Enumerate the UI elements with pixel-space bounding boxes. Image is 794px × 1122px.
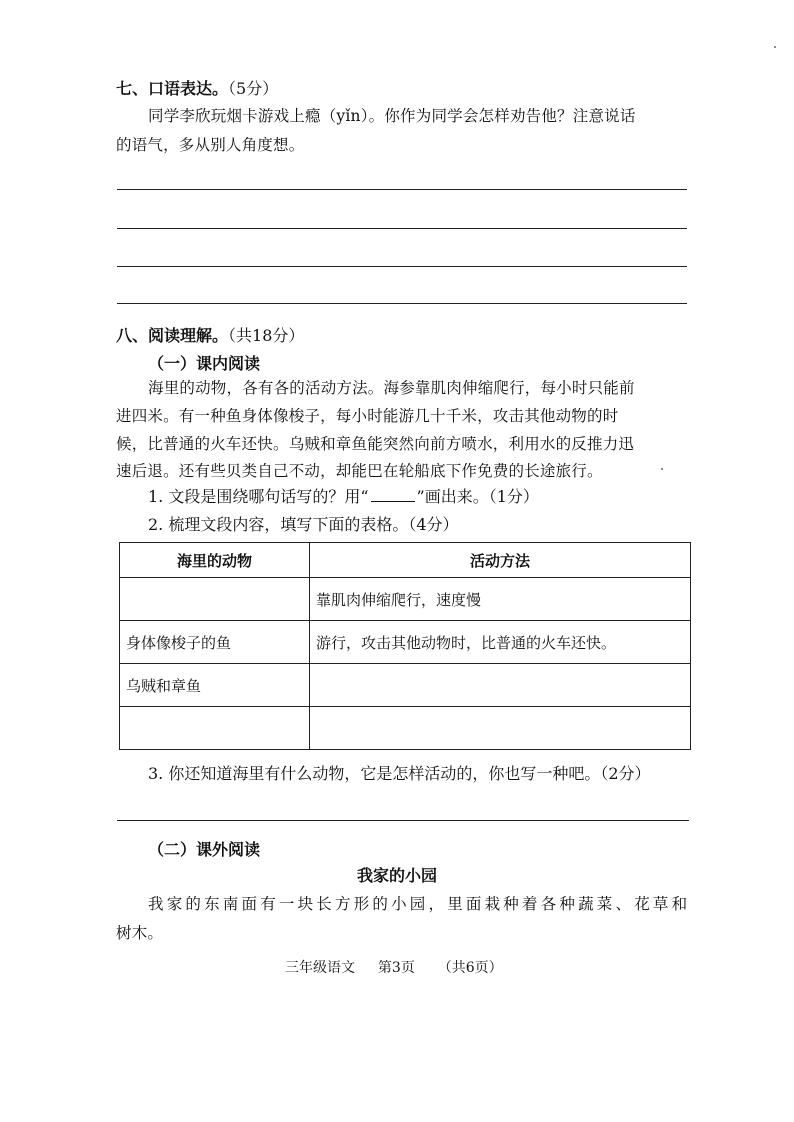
section7-heading: [116, 76, 278, 99]
table-cell-animal: 身体像梭子的鱼: [120, 621, 310, 664]
table-row: [120, 707, 691, 750]
question-2: 2. 梳理文段内容，填写下面的表格。（4分）: [148, 515, 459, 534]
section7-prompt-line1: 同学李欣玩烟卡游戏上瘾（yǐn）。你作为同学会怎样劝告他？注意说话: [148, 107, 636, 125]
article-title: 我家的小园: [356, 866, 437, 885]
table-cell-animal-input[interactable]: [120, 578, 310, 621]
table-cell-method-input[interactable]: [310, 664, 691, 707]
table-cell-method-input[interactable]: [310, 707, 691, 750]
footer-page-number: 第3页: [377, 960, 415, 976]
table-cell-animal-input[interactable]: [120, 707, 310, 750]
answer-line-1[interactable]: [117, 189, 687, 190]
table-row: [120, 664, 691, 707]
part1-passage-line1: 海里的动物，各有各的活动方法。海参靠肌肉伸缩爬行，每小时只能前: [148, 379, 635, 397]
table-row: [120, 578, 691, 621]
question-1: [148, 486, 539, 508]
question-1-text-before: 1. 文段是围绕哪句话写的？用“: [148, 487, 369, 506]
page-footer: [285, 957, 503, 979]
speck-mark: [661, 468, 663, 470]
footer-subject: 三年级语文: [285, 960, 355, 976]
table-header-method: 活动方法: [310, 543, 691, 578]
answer-line-3[interactable]: [117, 266, 687, 267]
table-cell-animal: 乌贼和章鱼: [120, 664, 310, 707]
section7-prompt-line2: 的语气，多从别人角度想。: [116, 136, 305, 154]
table-header-animal: 海里的动物: [120, 543, 310, 578]
table-cell-method: 靠肌肉伸缩爬行，速度慢: [310, 578, 691, 621]
part1-title: （一）课内阅读: [148, 354, 261, 373]
section7-score: （5分）: [228, 79, 279, 98]
answer-line-2[interactable]: [117, 228, 687, 229]
question-1-text-after: ”画出来。（1分）: [416, 487, 539, 506]
underline-symbol: [371, 487, 415, 502]
part1-passage-line3: 候，比普通的火车还快。乌贼和章鱼能突然向前方喷水，利用水的反推力迅: [116, 435, 635, 453]
part1-passage-line4: 速后退。还有些贝类自己不动，却能巴在轮船底下作免费的长途旅行。: [116, 462, 603, 480]
part1-passage-line2: 进四米。有一种鱼身体像梭子，每小时能游几十千米，攻击其他动物的时: [116, 407, 619, 425]
answer-line-q3[interactable]: [117, 820, 689, 821]
table-row: [120, 621, 691, 664]
animal-activity-table: [119, 542, 691, 750]
table-cell-method: 游行，攻击其他动物时，比普通的火车还快。: [310, 621, 691, 664]
answer-line-4[interactable]: [117, 303, 687, 304]
question-3: 3. 你还知道海里有什么动物，它是怎样活动的，你也写一种吧。（2分）: [148, 764, 651, 783]
section8-heading-text: 八、阅读理解。: [116, 326, 229, 345]
part2-passage-line1: 我家的东南面有一块长方形的小园，里面栽种着各种蔬菜、花草和: [148, 895, 691, 913]
section8-heading: [116, 323, 304, 346]
footer-total-pages: （共6页）: [437, 960, 503, 976]
table-header-row: [120, 543, 691, 578]
part2-passage-line2: 树木。: [116, 924, 164, 942]
section8-score: （共18分）: [228, 326, 305, 345]
section7-heading-text: 七、口语表达。: [116, 79, 229, 98]
corner-speck: [774, 46, 776, 48]
part2-title: （二）课外阅读: [148, 840, 261, 859]
